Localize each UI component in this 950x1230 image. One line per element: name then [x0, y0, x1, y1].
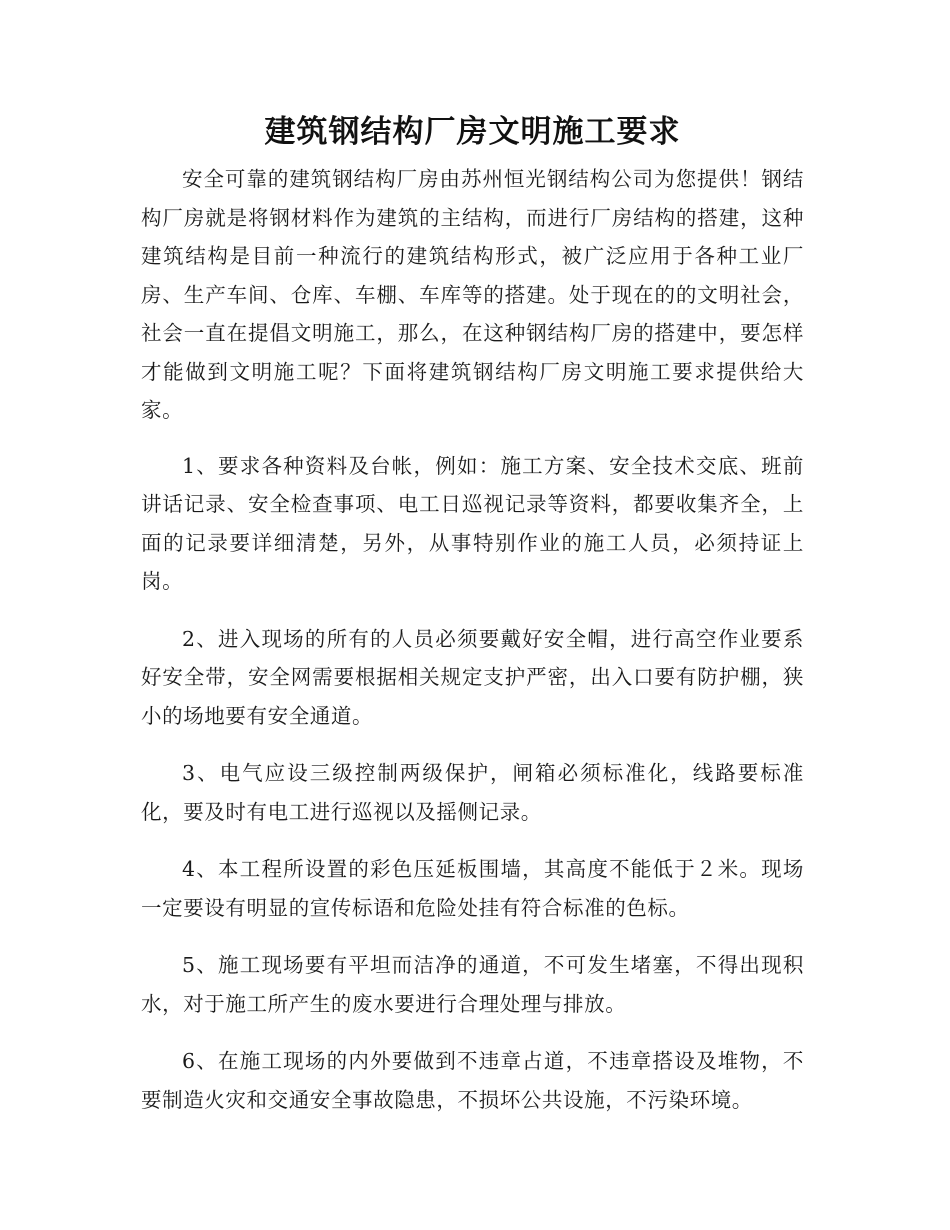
- requirement-item-6: 6、在施工现场的内外要做到不违章占道，不违章搭设及堆物，不要制造火灾和交通安全事故隐患，不损坏公共设施，不污染环境。: [141, 1049, 804, 1112]
- requirement-item-1: 1、要求各种资料及台帐，例如：施工方案、安全技术交底、班前讲话记录、安全检查事项、电工日巡视记录等资料，都要收集齐全，上面的记录要详细清楚，另外，从事特别作业的施工人员，必须持证上岗。: [141, 453, 804, 593]
- intro-paragraph: 安全可靠的建筑钢结构厂房由苏州恒光钢结构公司为您提供！钢结构厂房就是将钢材料作为建筑的主结构，而进行厂房结构的搭建，这种建筑结构是目前一种流行的建筑结构形式，被广泛应用于各种工业厂房、生产车间、仓库、车棚、车库等的搭建。处于现在的的文明社会，社会一直在提倡文明施工，那么，在这种钢结构厂房的搭建中，要怎样才能做到文明施工呢？下面将建筑钢结构厂房文明施工要求提供给大家。: [141, 167, 804, 422]
- document-title: 建筑钢结构厂房文明施工要求: [264, 114, 681, 150]
- requirement-item-4: 4、本工程所设置的彩色压延板围墙，其高度不能低于２米。现场一定要设有明显的宣传标语和危险处挂有符合标准的色标。: [141, 857, 804, 920]
- requirement-item-3: 3、电气应设三级控制两级保护，闸箱必须标准化，线路要标准化，要及时有电工进行巡视以及摇侧记录。: [141, 761, 804, 824]
- requirement-item-5: 5、施工现场要有平坦而洁净的通道，不可发生堵塞，不得出现积水，对于施工所产生的废水要进行合理处理与排放。: [141, 953, 804, 1016]
- requirement-item-2: 2、进入现场的所有的人员必须要戴好安全帽，进行高空作业要系好安全带，安全网需要根据相关规定支护严密，出入口要有防护棚，狭小的场地要有安全通道。: [141, 626, 804, 728]
